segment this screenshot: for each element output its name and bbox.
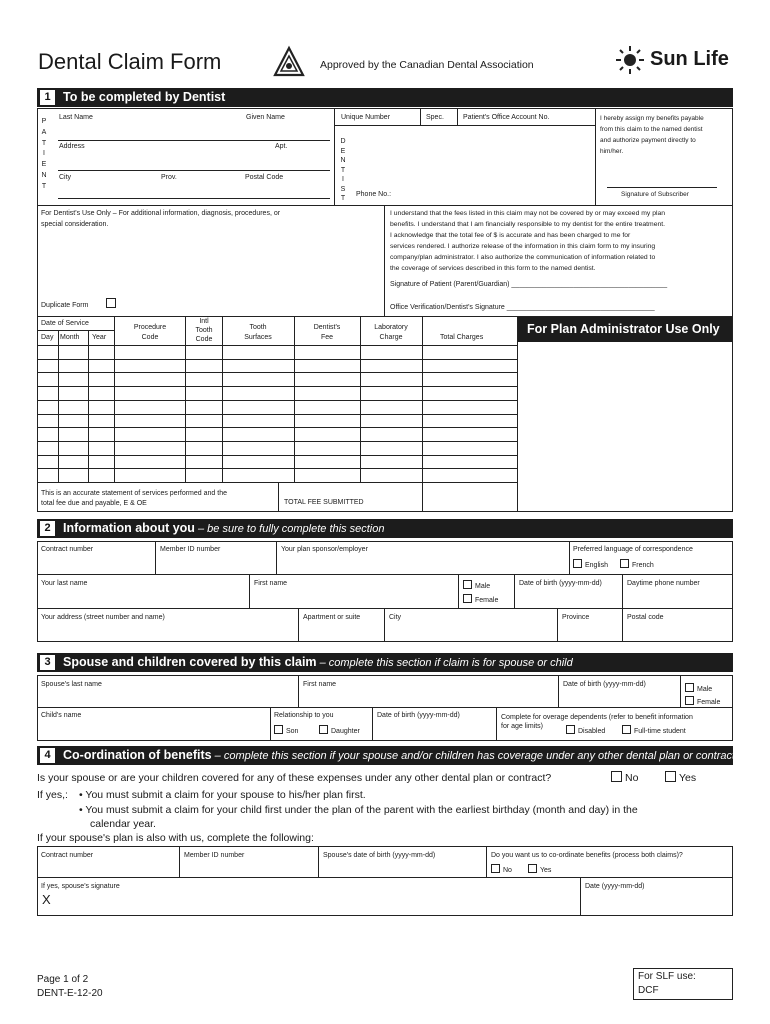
section-2-box bbox=[37, 541, 733, 642]
section-1-header: 1 To be completed by Dentist bbox=[37, 88, 733, 107]
plan-admin-title: For Plan Administrator Use Only bbox=[527, 322, 720, 336]
col-day: Day bbox=[41, 334, 54, 341]
brand-name: Sun Life bbox=[650, 48, 729, 70]
col-procedure-code: Procedure Code bbox=[133, 324, 167, 341]
col-total-charges: Total Charges bbox=[440, 334, 484, 341]
full-time-student-option[interactable]: Full-time student bbox=[622, 725, 686, 736]
child-name-label: Child's name bbox=[41, 712, 82, 719]
spouse-signature-label: If yes, spouse's signature bbox=[41, 883, 120, 890]
coordinate-no-checkbox[interactable] bbox=[491, 864, 500, 873]
prov-label: Prov. bbox=[161, 174, 177, 181]
son-checkbox[interactable] bbox=[274, 725, 283, 734]
son-option[interactable]: Son bbox=[274, 725, 298, 736]
grid-line bbox=[37, 427, 518, 428]
grid-line bbox=[360, 316, 361, 482]
col-month: Month bbox=[60, 334, 80, 341]
dob-label: Date of birth (yyyy-mm-dd) bbox=[519, 580, 602, 587]
province-label: Province bbox=[562, 614, 590, 621]
coverage-question: Is your spouse or are your children covered for any of these expenses under any other dental plan or contract? bbox=[37, 772, 552, 784]
spouse-dob-label: Date of birth (yyyy-mm-dd) bbox=[563, 681, 646, 688]
also-with-us-text: If your spouse's plan is also with us, complete the following: bbox=[37, 832, 314, 844]
subscriber-signature-label: Signature of Subscriber bbox=[621, 191, 689, 198]
given-name-label: Given Name bbox=[246, 114, 285, 121]
apartment-label: Apartment or suite bbox=[303, 614, 361, 621]
daughter-option[interactable]: Daughter bbox=[319, 725, 360, 736]
coverage-yes-option[interactable]: Yes bbox=[665, 771, 696, 784]
your-address-label: Your address (street number and name) bbox=[41, 614, 165, 621]
grid-line bbox=[37, 400, 518, 401]
grid-line bbox=[185, 316, 186, 482]
grid-line bbox=[37, 345, 518, 346]
grid-line bbox=[422, 482, 423, 512]
assign-text: I hereby assign my benefits payable from this claim to the named dentist and authorize payment directly to him/her. bbox=[600, 115, 704, 155]
spec-label: Spec. bbox=[426, 114, 444, 121]
grid-line bbox=[37, 441, 518, 442]
account-label: Patient's Office Account No. bbox=[463, 114, 550, 121]
duplicate-form-label: Duplicate Form bbox=[41, 302, 89, 309]
col-date-of-service: Date of Service bbox=[41, 320, 89, 327]
grid-line bbox=[37, 359, 518, 360]
preferred-language-label: Preferred language of correspondence bbox=[573, 546, 693, 553]
grid-line bbox=[422, 316, 423, 482]
coverage-no-option[interactable]: No bbox=[611, 771, 638, 784]
grid-line bbox=[278, 482, 279, 512]
plan-admin-box bbox=[517, 316, 733, 512]
col-dentist-fee: Dentist's Fee bbox=[313, 324, 341, 341]
female-checkbox[interactable] bbox=[463, 594, 472, 603]
city-label: City bbox=[59, 174, 72, 181]
grid-line bbox=[37, 386, 518, 387]
if-yes-label: If yes,: bbox=[37, 789, 68, 801]
spouse-signature-field[interactable]: X bbox=[42, 892, 51, 907]
grid-line bbox=[88, 330, 89, 482]
form-title: Dental Claim Form bbox=[38, 49, 222, 74]
patient-signature-field[interactable]: Signature of Patient (Parent/Guardian) ________________________________________ bbox=[390, 281, 668, 288]
child-dob-label: Date of birth (yyyy-mm-dd) bbox=[377, 712, 460, 719]
unique-number-label: Unique Number bbox=[341, 114, 391, 121]
french-checkbox[interactable] bbox=[620, 559, 629, 568]
female-option[interactable]: Female bbox=[463, 594, 498, 605]
relationship-label: Relationship to you bbox=[274, 712, 334, 719]
last-name-label: Last Name bbox=[59, 114, 93, 121]
postal-label: Postal Code bbox=[245, 174, 284, 181]
section-3-header: 3 Spouse and children covered by this claim – complete this section if claim is for spouse or child bbox=[37, 653, 733, 672]
grid-line bbox=[37, 468, 518, 469]
english-checkbox[interactable] bbox=[573, 559, 582, 568]
instruction-child-cont: calendar year. bbox=[90, 818, 156, 830]
address-label: Address bbox=[59, 143, 85, 150]
daughter-checkbox[interactable] bbox=[319, 725, 328, 734]
accurate-statement: This is an accurate statement of services performed and the total fee due and payable, E & OE bbox=[41, 490, 227, 507]
signature-date-label: Date (yyyy-mm-dd) bbox=[585, 883, 645, 890]
plan-sponsor-label: Your plan sponsor/employer bbox=[281, 546, 368, 553]
spouse-female-option[interactable]: Female bbox=[685, 696, 720, 707]
spouse-last-name-label: Spouse's last name bbox=[41, 681, 102, 688]
section-2-header: 2 Information about you – be sure to fully complete this section bbox=[37, 519, 733, 538]
dentist-label: D E N T I S T bbox=[340, 138, 346, 202]
col-laboratory-charge: Laboratory Charge bbox=[374, 324, 408, 341]
col-tooth-surfaces: Tooth Surfaces bbox=[244, 324, 272, 341]
sun-life-logo-icon bbox=[614, 44, 646, 76]
col-year: Year bbox=[92, 334, 107, 341]
patient-label: P A T I E N T bbox=[41, 118, 47, 190]
dcf-label: DCF bbox=[638, 985, 659, 996]
daytime-phone-label: Daytime phone number bbox=[627, 580, 700, 587]
spouse-member-label: Member ID number bbox=[184, 852, 245, 859]
spouse-first-name-label: First name bbox=[303, 681, 337, 688]
postal-code-label: Postal code bbox=[627, 614, 664, 621]
apt-label: Apt. bbox=[275, 143, 288, 150]
male-checkbox[interactable] bbox=[463, 580, 472, 589]
full-time-student-checkbox[interactable] bbox=[622, 725, 631, 734]
member-id-label: Member ID number bbox=[160, 546, 221, 553]
grid-line bbox=[222, 316, 223, 482]
subscriber-signature-field[interactable] bbox=[607, 187, 717, 188]
approved-by-text: Approved by the Canadian Dental Association bbox=[320, 59, 534, 71]
grid-line bbox=[114, 316, 115, 482]
spouse-female-checkbox[interactable] bbox=[685, 696, 694, 705]
spouse-male-checkbox[interactable] bbox=[685, 683, 694, 692]
section-4-header: 4 Co-ordination of benefits – complete this section if your spouse and/or children has coverage under any other dental plan or contract bbox=[37, 746, 733, 765]
spouse-male-option[interactable]: Male bbox=[685, 683, 712, 694]
coordinate-yes-option[interactable]: Yes bbox=[528, 864, 551, 875]
your-last-name-label: Your last name bbox=[41, 580, 88, 587]
grid-line bbox=[37, 372, 518, 373]
office-verification-field[interactable]: Office Verification/Dentist's Signature ______________________________________ bbox=[390, 304, 655, 311]
disabled-option[interactable]: Disabled bbox=[566, 725, 605, 736]
col-intl-tooth-code: Intl Tooth Code bbox=[195, 318, 213, 343]
city-field[interactable] bbox=[58, 198, 330, 199]
grid-line bbox=[37, 455, 518, 456]
cda-logo-icon bbox=[272, 45, 306, 79]
coverage-yes-checkbox[interactable] bbox=[665, 771, 676, 782]
instruction-spouse: • You must submit a claim for your spouse to his/her plan first. bbox=[79, 789, 366, 801]
understand-text: I understand that the fees listed in this claim may not be covered by or may exceed my plan benefits. I understand that I am financially responsible to my dentist for the entire treatment. I acknowledge that the total fee of $ is accurate and has been charged to me for services rendered. I authorize release of the information in this claim form to my insuring company/plan administrator. I also authorize the communication of information related to the coverage of services described in this form to the named dentist. bbox=[390, 210, 666, 272]
grid-line bbox=[294, 316, 295, 482]
spouse-contract-label: Contract number bbox=[41, 852, 94, 859]
coverage-no-checkbox[interactable] bbox=[611, 771, 622, 782]
grid-line bbox=[58, 330, 59, 482]
city-label-2: City bbox=[389, 614, 402, 621]
total-fee-submitted-label: TOTAL FEE SUBMITTED bbox=[284, 499, 364, 506]
phone-label: Phone No.: bbox=[356, 191, 392, 198]
dentist-use-text: For Dentist's Use Only – For additional information, diagnosis, procedures, or special consideration. bbox=[41, 210, 281, 228]
spouse-dob-label-2: Spouse's date of birth (yyyy-mm-dd) bbox=[323, 852, 436, 859]
instruction-child: • You must submit a claim for your child first under the plan of the parent with the earliest birthday (month and day) in the bbox=[79, 804, 638, 816]
overage-label: Complete for overage dependents (refer to benefit information for age limits) bbox=[501, 714, 693, 730]
contract-number-label: Contract number bbox=[41, 546, 94, 553]
slf-use-label: For SLF use: bbox=[638, 971, 696, 982]
grid-line bbox=[37, 414, 518, 415]
duplicate-form-checkbox[interactable] bbox=[106, 298, 116, 308]
disabled-checkbox[interactable] bbox=[566, 725, 575, 734]
coordinate-no-option[interactable]: No bbox=[491, 864, 512, 875]
address-field[interactable] bbox=[58, 170, 330, 171]
name-field[interactable] bbox=[58, 140, 330, 141]
first-name-label: First name bbox=[254, 580, 288, 587]
coordinate-label: Do you want us to co-ordinate benefits (process both claims)? bbox=[491, 852, 683, 859]
page-number: Page 1 of 2 bbox=[37, 974, 89, 985]
male-option[interactable]: Male bbox=[463, 580, 490, 591]
form-code: DENT-E-12-20 bbox=[37, 988, 103, 999]
language-english-option[interactable]: English bbox=[573, 559, 608, 570]
coordinate-yes-checkbox[interactable] bbox=[528, 864, 537, 873]
language-french-option[interactable]: French bbox=[620, 559, 654, 570]
